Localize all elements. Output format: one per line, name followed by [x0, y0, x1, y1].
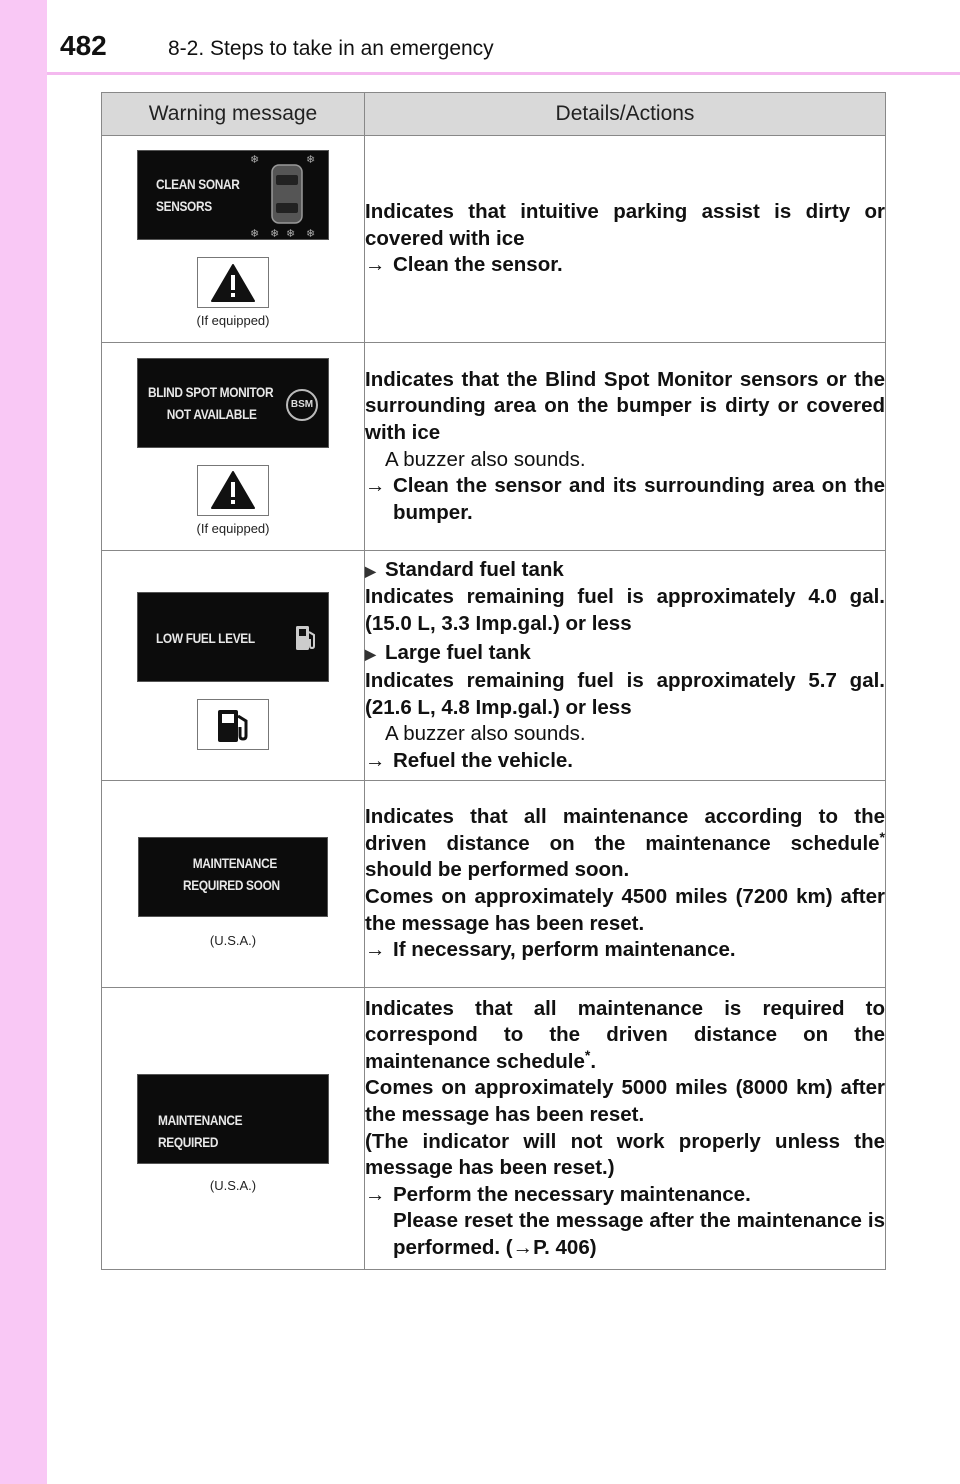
- description-text: Comes on approximately 5000 miles (8000 km) after the message has been reset.: [365, 1076, 885, 1126]
- car-sensors-icon: [248, 153, 322, 239]
- message-cell: [102, 551, 365, 781]
- action-text: Refuel the vehicle.: [393, 748, 574, 772]
- svg-text:❄: ❄: [250, 153, 260, 166]
- svg-text:❄: ❄: [306, 227, 316, 239]
- display-screen-maintenance-soon: [138, 837, 328, 917]
- fuel-pump-icon: [294, 622, 318, 652]
- page-number: 482: [60, 30, 107, 61]
- screen-text: MAINTENANCE: [192, 854, 277, 871]
- footnote-asterisk: *: [584, 1046, 591, 1063]
- master-warning-box: [197, 257, 269, 308]
- message-cell: [102, 136, 365, 343]
- triangle-bullet-icon: ▶: [365, 646, 376, 663]
- master-warning-icon: [210, 470, 256, 510]
- description-text: Indicates that intuitive parking assist is dirty or covered with ice: [365, 200, 885, 250]
- message-cell: [102, 988, 365, 1270]
- action-line: [365, 748, 885, 775]
- table-row: [102, 988, 886, 1270]
- screen-text: CLEAN SONAR: [156, 176, 240, 192]
- action-line: [365, 1182, 885, 1262]
- description-part: should be performed soon.: [365, 858, 630, 882]
- action-line: [365, 473, 885, 526]
- arrow-icon: →: [365, 938, 386, 962]
- details-cell: [365, 343, 886, 551]
- action-part: Please reset the message after the maintenance is performed. (: [393, 1209, 885, 1259]
- warning-message-table: [101, 92, 886, 1270]
- screen-text: LOW FUEL LEVEL: [156, 629, 255, 646]
- action-text: Clean the sensor.: [393, 253, 563, 277]
- message-cell: [102, 781, 365, 988]
- action-text: [393, 1182, 885, 1262]
- page-reference: P. 406): [533, 1235, 597, 1259]
- description-part: .: [590, 1049, 597, 1073]
- description-text: Indicates that the Blind Spot Monitor sensors or the surrounding area on the bumper is dirty or covered with ice: [365, 367, 885, 444]
- arrow-icon: →: [365, 253, 386, 277]
- description-part: Indicates that all maintenance is required to correspond to the driven distance on the maintenance schedule: [365, 996, 885, 1073]
- fuel-pump-icon: [214, 704, 252, 744]
- action-line: [365, 252, 885, 279]
- subhead-text: Standard fuel tank: [385, 557, 564, 581]
- region-note: (U.S.A.): [209, 932, 257, 948]
- table-row: [102, 343, 886, 551]
- message-cell: [102, 343, 365, 551]
- table-row: [102, 136, 886, 343]
- svg-text:❄: ❄: [250, 227, 260, 239]
- footnote-asterisk: *: [879, 828, 885, 845]
- buzzer-note: A buzzer also sounds.: [385, 447, 586, 471]
- col-header-details-actions: Details/Actions: [365, 93, 886, 136]
- header-rule: [47, 72, 960, 75]
- subhead-text: Large fuel tank: [385, 641, 531, 665]
- description-text: Indicates remaining fuel is approximately 4.0 gal. (15.0 L, 3.3 Imp.gal.) or less: [365, 585, 885, 635]
- description-text: [365, 804, 885, 884]
- details-cell: [365, 551, 886, 781]
- description-text: [365, 996, 885, 1076]
- equipment-note: (If equipped): [196, 313, 270, 328]
- display-screen-maintenance-required: [137, 1074, 329, 1164]
- details-cell: [365, 988, 886, 1270]
- svg-text:❄: ❄: [270, 227, 280, 239]
- action-text: If necessary, perform maintenance.: [393, 938, 736, 962]
- screen-text: REQUIRED SOON: [183, 876, 280, 893]
- details-cell: [365, 781, 886, 988]
- description-text: (The indicator will not work properly unless the message has been reset.): [365, 1129, 885, 1180]
- subhead-large-tank: [365, 640, 885, 668]
- description-text: Comes on approximately 4500 miles (7200 km) after the message has been reset.: [365, 885, 885, 935]
- equipment-note: (If equipped): [196, 520, 270, 536]
- col-header-warning-message: Warning message: [102, 93, 365, 136]
- action-part: Perform the necessary maintenance.: [393, 1182, 751, 1206]
- master-warning-box: [197, 465, 269, 516]
- buzzer-note: A buzzer also sounds.: [385, 722, 586, 746]
- table-row: [102, 551, 886, 781]
- screen-text: SENSORS: [156, 198, 212, 214]
- display-screen-low-fuel: [137, 592, 329, 682]
- master-warning-icon: [210, 263, 256, 303]
- fuel-indicator-box: [197, 699, 269, 750]
- action-text: Clean the sensor and its surrounding area on the bumper.: [393, 474, 885, 524]
- subhead-standard-tank: [365, 557, 885, 585]
- screen-text: NOT AVAILABLE: [166, 405, 257, 422]
- arrow-icon: →: [365, 474, 386, 498]
- table-header-row: [102, 93, 886, 136]
- table-row: [102, 781, 886, 988]
- region-note: (U.S.A.): [209, 1178, 257, 1193]
- triangle-bullet-icon: ▶: [365, 562, 376, 579]
- screen-text: BLIND SPOT MONITOR: [148, 383, 274, 400]
- details-cell: [365, 136, 886, 343]
- arrow-icon: →: [512, 1235, 534, 1259]
- arrow-icon: →: [365, 1182, 386, 1206]
- display-screen-blind-spot: [137, 358, 329, 448]
- svg-text:❄: ❄: [306, 153, 316, 166]
- display-screen-clean-sonar: [137, 150, 329, 240]
- description-text: Indicates remaining fuel is approximately 5.7 gal. (21.6 L, 4.8 Imp.gal.) or less: [365, 669, 885, 719]
- svg-text:❄: ❄: [286, 227, 296, 239]
- bsm-badge-icon: BSM: [286, 389, 318, 421]
- arrow-icon: →: [365, 748, 386, 772]
- action-line: [365, 937, 885, 964]
- screen-text: MAINTENANCE REQUIRED: [158, 1112, 243, 1150]
- side-color-strip: [0, 0, 47, 1484]
- description-part: Indicates that all maintenance according to the driven distance on the maintenance schedule: [365, 805, 885, 855]
- section-title: 8-2. Steps to take in an emergency: [168, 37, 494, 60]
